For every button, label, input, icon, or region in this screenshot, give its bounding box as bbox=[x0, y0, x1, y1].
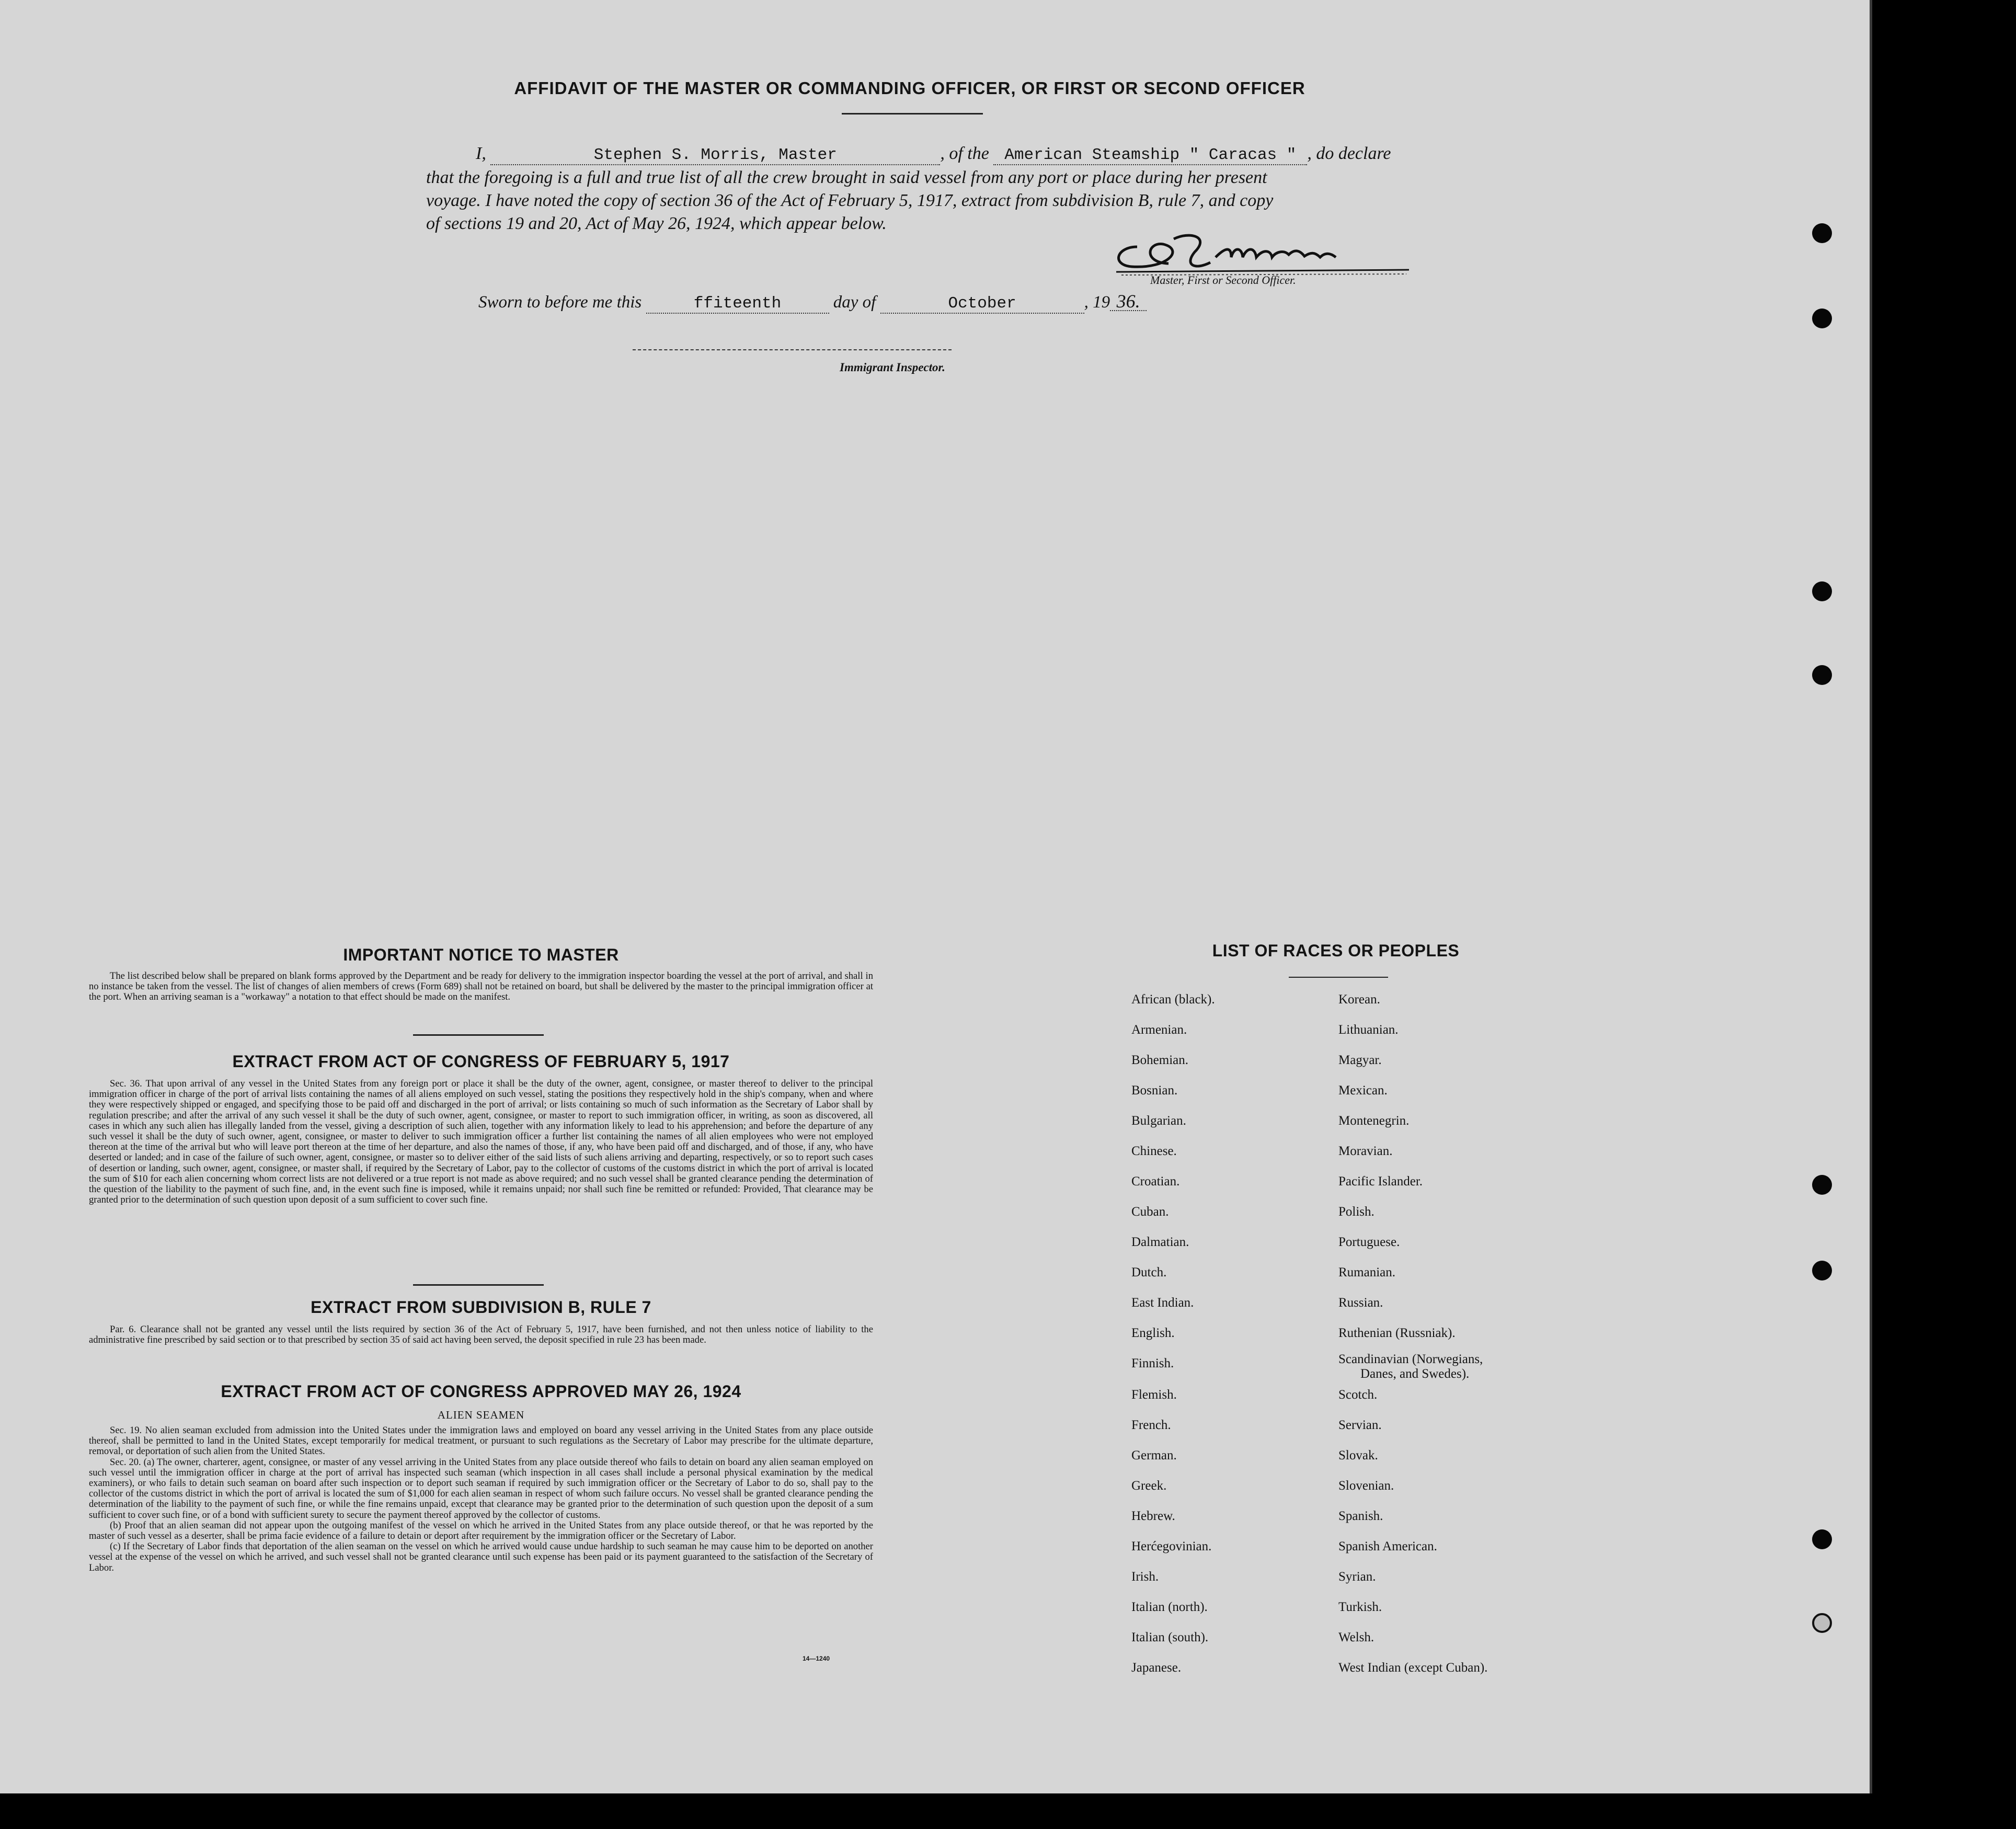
race-item: Hebrew. bbox=[1131, 1509, 1175, 1523]
binder-hole bbox=[1812, 665, 1832, 685]
race-item: Dutch. bbox=[1131, 1265, 1167, 1279]
extract-1924-subtitle: ALIEN SEAMEN bbox=[437, 1409, 525, 1421]
race-item: Rumanian. bbox=[1338, 1265, 1396, 1279]
race-item: Portuguese. bbox=[1338, 1235, 1400, 1249]
race-item: Turkish. bbox=[1338, 1600, 1382, 1614]
race-item: Japanese. bbox=[1131, 1661, 1182, 1675]
extract-1924-body bbox=[89, 1425, 873, 1573]
race-item: Bohemian. bbox=[1131, 1053, 1189, 1067]
race-item: Cuban. bbox=[1131, 1205, 1169, 1219]
inspector-signature-line bbox=[633, 349, 952, 350]
affidavit-line-3: voyage. I have noted the copy of section 36 of the Act of February 5, 1917, extract from subdivision B, rule 7, and copy bbox=[426, 191, 1274, 210]
section-20a-paragraph: Sec. 20. (a) The owner, charterer, agent, consignee, or master of any vessel arriving in the United States from any place outside thereof who fails to detain on board any alien seaman employed on such vessel until the immigration officer in charge at the port of arrival has inspected such seaman (which inspection in all cases shall include a personal physical examination by the medical examiners), or who fails to detain such seaman on board after such inspection or to deport such seaman if required by such immigration officer or the Secretary of Labor to do so, shall pay to the collector of the customs district in which the port of arrival is located the sum of $1,000 for each alien seaman in respect of whom such failure occurs. No vessel shall be granted clearance pending the determination of the liability to the payment of such fine, or while the fine remains unpaid, except that clearance may be granted prior to the determination of such question upon the deposit of a sum sufficient to cover such fine, or of a bond with sufficient surety to secure the payment thereof approved by the collector of customs. bbox=[89, 1456, 873, 1521]
signature-caption: Master, First or Second Officer. bbox=[1150, 273, 1296, 287]
form-number: 14—1240 bbox=[803, 1655, 830, 1662]
binder-hole bbox=[1812, 223, 1832, 243]
notice-title: IMPORTANT NOTICE TO MASTER bbox=[343, 945, 619, 964]
binder-hole bbox=[1812, 581, 1832, 601]
races-title-divider bbox=[1289, 977, 1388, 978]
section-36-paragraph: Sec. 36. That upon arrival of any vessel in the United States from any foreign port or place it shall be the duty of the owner, agent, consignee, or master thereof to deliver to the principal immigration officer in charge of the port of arrival lists containing the names of all aliens employed on such vessel, stating the positions they respectively hold in the ship's company, when and where they were respectively shipped or engaged, and specifying those to be paid off and discharged in the port of arrival; or lists containing so much of such information as the Secretary of Labor shall by regulation prescribe; and after the arrival of any such vessel it shall be the duty of such owner, agent, consignee, or master to report to such immigration officer, in writing, as soon as discovered, all cases in which any such alien has illegally landed from the vessel, giving a description of such alien, together with any information likely to lead to his apprehension; and before the departure of any such vessel it shall be the duty of such owner, agent, consignee, or master to deliver to such immigration officer a further list containing the names of all alien employees who were not employed thereon at the time of the arrival but who will leave port thereon at the time of her departure, and also the names of those, if any, who have been paid off and discharged, and of those, if any, who have deserted or landed; and in case of the failure of such owner, agent, consignee, or master so to deliver either of the said lists of such aliens arriving and departing, respectively, or so to report such cases of desertion or landing, such owner, agent, consignee, or master shall, if required by the Secretary of Labor, pay to the collector of customs of the customs district in which the port of arrival is located the sum of $10 for each alien concerning whom correct lists are not delivered or a true report is not made as above required; and no such vessel shall be granted clearance pending the determination of the question of the liability to the payment of such fine, and, in the event such fine is imposed, while it remains unpaid; nor shall such fine be remitted or refunded: Provided, That clearance may be granted prior to the determination of such question upon deposit of a sum sufficient to cover such fine. bbox=[89, 1078, 873, 1206]
race-item: Korean. bbox=[1338, 992, 1380, 1007]
inspector-caption: Immigrant Inspector. bbox=[840, 361, 945, 374]
sworn-prefix: Sworn to before me this bbox=[478, 293, 642, 312]
affidavit-pronoun: I, bbox=[476, 144, 486, 163]
affidavit-of-the: , of the bbox=[940, 144, 989, 163]
race-item: Slovenian. bbox=[1338, 1479, 1394, 1493]
vessel-field: American Steamship " Caracas " bbox=[993, 146, 1307, 165]
race-item: Lithuanian. bbox=[1338, 1023, 1399, 1037]
binder-hole bbox=[1812, 1613, 1832, 1633]
extract-1917-title: EXTRACT FROM ACT OF CONGRESS OF FEBRUARY 5, 1917 bbox=[232, 1052, 730, 1071]
race-item: Chinese. bbox=[1131, 1144, 1177, 1158]
section-20b-paragraph: (b) Proof that an alien seaman did not appear upon the outgoing manifest of the vessel on which he arrived in the United States from any place outside thereof, or that he was reported by the master of such vessel as a deserter, shall be prima facie evidence of a failure to detain or deport after requirement by the immigration officer or the Secretary of Labor. bbox=[89, 1519, 873, 1542]
race-item: Spanish American. bbox=[1338, 1539, 1437, 1553]
subdivision-b-title: EXTRACT FROM SUBDIVISION B, RULE 7 bbox=[311, 1298, 651, 1317]
race-item: Montenegrin. bbox=[1338, 1114, 1410, 1128]
race-item: Herćegovinian. bbox=[1131, 1539, 1212, 1553]
section-19-paragraph: Sec. 19. No alien seaman excluded from admission into the United States under the immigration laws and employed on board any vessel arriving in the United States from any place outside thereof, shall be permitted to land in the United States, except temporarily for medical treatment, or pursuant to such regulations as the Secretary of Labor may prescribe for the ultimate departure, removal, or deportation of such alien from the United States. bbox=[89, 1425, 873, 1457]
race-item: Welsh. bbox=[1338, 1630, 1374, 1644]
race-item-continuation: Danes, and Swedes). bbox=[1360, 1367, 1470, 1381]
sworn-line bbox=[478, 291, 1147, 314]
section-divider bbox=[413, 1284, 544, 1286]
race-item: Magyar. bbox=[1338, 1053, 1382, 1067]
sworn-year-field: 36. bbox=[1110, 292, 1147, 311]
race-item: Italian (south). bbox=[1131, 1630, 1209, 1644]
race-item: Scotch. bbox=[1338, 1388, 1378, 1402]
race-item: Moravian. bbox=[1338, 1144, 1393, 1158]
races-title: LIST OF RACES OR PEOPLES bbox=[1212, 941, 1460, 960]
section-20c-paragraph: (c) If the Secretary of Labor finds that deportation of the alien seaman on the vessel on which he arrived would cause undue hardship to such seaman he may cause him to be deported on another vessel at the expense of the vessel on which he arrived, and such vessel shall not be granted clearance until such expense has been paid or its payment guaranteed to the satisfaction of the Secretary of Labor. bbox=[89, 1541, 873, 1573]
title-divider bbox=[842, 113, 983, 115]
extract-1924-title: EXTRACT FROM ACT OF CONGRESS APPROVED MAY 26, 1924 bbox=[221, 1382, 741, 1401]
race-item: Scandinavian (Norwegians, bbox=[1338, 1352, 1483, 1366]
binder-hole bbox=[1812, 1175, 1832, 1195]
race-item: Spanish. bbox=[1338, 1509, 1383, 1523]
affidavit-line-1 bbox=[476, 142, 1500, 165]
notice-paragraph: The list described below shall be prepared on blank forms approved by the Department and be ready for delivery to the immigration inspector boarding the vessel at the port of arrival, and shall in no instance be taken from the vessel. The list of changes of alien members of crews (Form 689) shall not be retained on board, but shall be delivered by the master to the principal immigration officer at the port. When an arriving seaman is a "workaway" a notation to that effect should be made on the manifest. bbox=[89, 970, 873, 1003]
race-item: Greek. bbox=[1131, 1479, 1167, 1493]
race-item: Italian (north). bbox=[1131, 1600, 1208, 1614]
declarant-field: Stephen S. Morris, Master bbox=[490, 146, 940, 165]
race-item: Syrian. bbox=[1338, 1570, 1376, 1584]
race-item: Flemish. bbox=[1131, 1388, 1177, 1402]
affidavit-title: AFFIDAVIT OF THE MASTER OR COMMANDING OFFICER, OR FIRST OR SECOND OFFICER bbox=[514, 78, 1305, 98]
sworn-year-prefix: , 19 bbox=[1084, 293, 1110, 312]
notice-body bbox=[89, 971, 873, 1003]
binder-hole bbox=[1812, 1529, 1832, 1549]
sworn-month-field: October bbox=[880, 295, 1084, 314]
race-item: Pacific Islander. bbox=[1338, 1174, 1423, 1188]
section-divider bbox=[413, 1034, 544, 1036]
binder-hole bbox=[1812, 308, 1832, 328]
race-item: African (black). bbox=[1131, 992, 1215, 1007]
race-item: Polish. bbox=[1338, 1205, 1374, 1219]
sworn-day-field: ffiteenth bbox=[646, 295, 829, 314]
race-item: French. bbox=[1131, 1418, 1171, 1432]
race-item: Irish. bbox=[1131, 1570, 1159, 1584]
extract-1917-body bbox=[89, 1079, 873, 1205]
race-item: English. bbox=[1131, 1326, 1175, 1340]
race-item: Slovak. bbox=[1338, 1448, 1378, 1462]
race-item: Dalmatian. bbox=[1131, 1235, 1189, 1249]
race-item: Bulgarian. bbox=[1131, 1114, 1186, 1128]
affidavit-line-2: that the foregoing is a full and true list of all the crew brought in said vessel from any port or place during her present bbox=[426, 168, 1267, 187]
race-item: German. bbox=[1131, 1448, 1177, 1462]
race-item: East Indian. bbox=[1131, 1296, 1194, 1310]
race-item: Finnish. bbox=[1131, 1356, 1174, 1370]
affidavit-line-4: of sections 19 and 20, Act of May 26, 1924, which appear below. bbox=[426, 214, 887, 233]
subdivision-b-body bbox=[89, 1324, 873, 1345]
race-item: Croatian. bbox=[1131, 1174, 1180, 1188]
rule-7-paragraph: Par. 6. Clearance shall not be granted any vessel until the lists required by section 36 of the Act of February 5, 1917, have been furnished, and not then unless notice of liability to the administrative fine prescribed by said section or to that prescribed by section 35 of said act having been served, the deposit specified in rule 23 has been made. bbox=[89, 1324, 873, 1346]
race-item: Servian. bbox=[1338, 1418, 1382, 1432]
race-item: Armenian. bbox=[1131, 1023, 1187, 1037]
master-signature bbox=[1106, 226, 1419, 278]
affidavit-do-declare: , do declare bbox=[1307, 144, 1391, 163]
race-item: Bosnian. bbox=[1131, 1083, 1178, 1098]
race-item: West Indian (except Cuban). bbox=[1338, 1661, 1488, 1675]
race-item: Russian. bbox=[1338, 1296, 1383, 1310]
sworn-day-of: day of bbox=[833, 293, 876, 312]
race-item: Ruthenian (Russniak). bbox=[1338, 1326, 1456, 1340]
race-item: Mexican. bbox=[1338, 1083, 1388, 1098]
binder-hole bbox=[1812, 1261, 1832, 1281]
